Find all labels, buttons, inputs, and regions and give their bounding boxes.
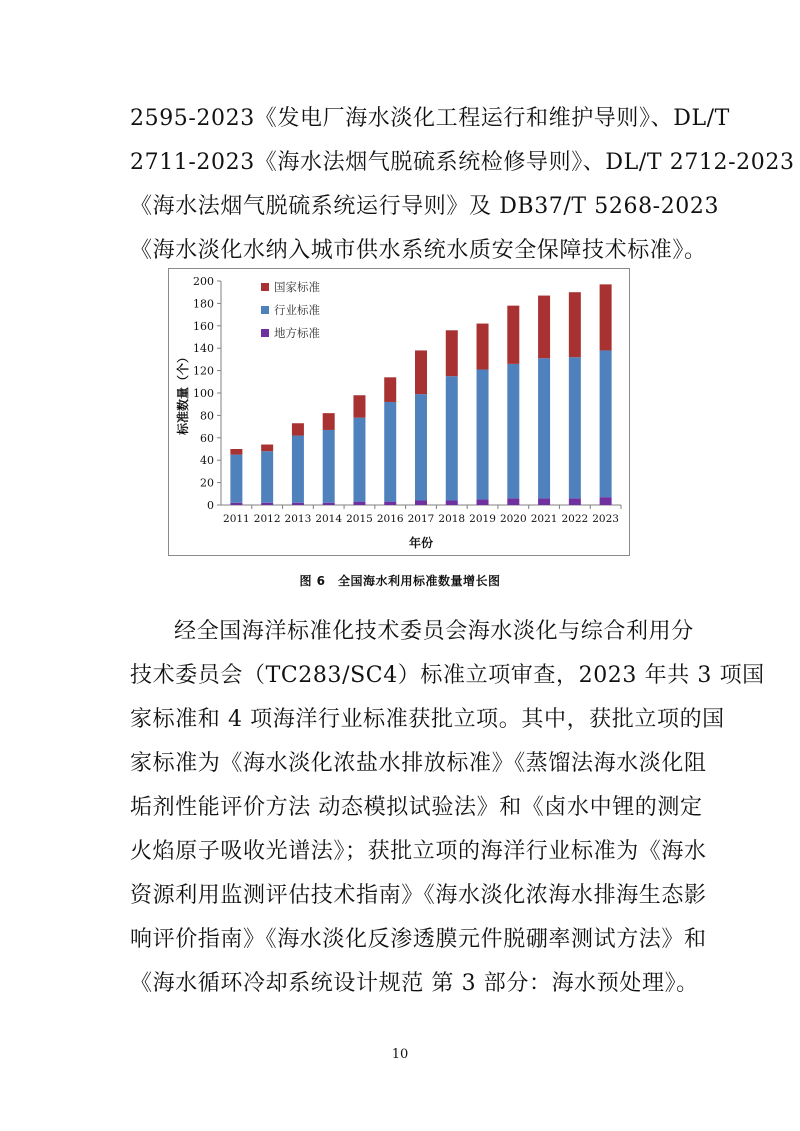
bar-2019-地方标准 [477,499,489,505]
text-line: 经全国海洋标准化技术委员会海水淡化与综合利用分 [174,619,694,644]
legend-swatch-地方标准 [261,329,269,337]
x-tick-label: 2016 [376,513,404,525]
bar-2022-国家标准 [569,292,581,357]
x-tick-label: 2023 [592,513,619,525]
y-tick-label: 80 [200,409,214,423]
bar-2015-行业标准 [353,418,365,502]
figure-caption: 图 6 全国海水利用标准数量增长图 [299,574,501,588]
bar-2014-国家标准 [323,413,335,430]
y-tick-label: 120 [193,364,214,378]
y-tick-label: 60 [200,431,214,445]
bar-2014-地方标准 [323,503,335,505]
chart-frame [168,268,630,556]
text-line: 垢剂性能评价方法 动态模拟试验法》和《卤水中锂的测定 [130,795,703,820]
bar-2017-行业标准 [415,394,427,500]
x-tick-label: 2020 [499,513,527,525]
bar-2016-行业标准 [384,402,396,502]
text-line: 家标准为《海水淡化浓盐水排放标准》《蒸馏法海水淡化阻 [130,751,707,776]
y-axis-title: 标准数量（个） [176,350,190,436]
text-line: 《海水循环冷却系统设计规范 第 3 部分：海水预处理》。 [130,971,699,996]
x-tick-label: 2014 [315,513,343,525]
text-line: 《海水法烟气脱硫系统运行导则》及 DB37/T 5268-2023 [130,194,720,219]
bar-2021-地方标准 [538,498,550,505]
bar-2023-地方标准 [600,497,612,505]
y-tick-label: 160 [193,319,214,333]
bar-2016-国家标准 [384,377,396,402]
y-tick-label: 0 [207,499,214,512]
x-tick-label: 2011 [223,513,250,525]
bar-2011-地方标准 [230,503,242,505]
text-line: 家标准和 4 项海洋行业标准获批立项。其中，获批立项的国 [130,707,725,732]
legend-swatch-国家标准 [261,283,269,291]
y-tick-label: 140 [193,342,214,356]
bar-2021-行业标准 [538,358,550,498]
text-line: 火焰原子吸收光谱法》；获批立项的海洋行业标准为《海水 [130,839,707,864]
bar-2023-行业标准 [600,350,612,497]
bar-2012-行业标准 [261,451,273,503]
x-tick-label: 2022 [561,513,589,525]
standards-growth-chart [169,269,631,557]
x-tick-label: 2021 [530,513,558,525]
x-tick-label: 2019 [469,513,496,525]
y-tick-label: 200 [193,275,214,288]
bar-2019-行业标准 [477,369,489,499]
bar-2016-地方标准 [384,502,396,505]
text-line: 2711-2023《海水法烟气脱硫系统检修导则》、DL/T 2712-2023 [130,150,795,175]
bar-2013-地方标准 [292,503,304,505]
bar-2019-国家标准 [477,324,489,370]
text-line: 《海水淡化水纳入城市供水系统水质安全保障技术标准》。 [130,238,707,263]
bar-2013-行业标准 [292,436,304,503]
bar-2012-国家标准 [261,445,273,452]
bar-2015-国家标准 [353,395,365,417]
bar-2015-地方标准 [353,502,365,505]
y-tick-label: 180 [193,297,214,311]
bar-2020-行业标准 [507,364,519,498]
y-tick-label: 40 [200,454,214,468]
legend-label-地方标准: 地方标准 [274,326,320,340]
x-tick-label: 2018 [438,513,466,525]
bar-2020-国家标准 [507,306,519,364]
bar-2020-地方标准 [507,498,519,505]
text-line: 技术委员会（TC283/SC4）标准立项审查，2023 年共 3 项国 [130,663,765,688]
page-number: 10 [391,1047,409,1062]
x-tick-label: 2012 [253,513,281,525]
text-line: 响评价指南》《海水淡化反渗透膜元件脱硼率测试方法》和 [130,927,707,952]
bar-2023-国家标准 [600,284,612,350]
legend-label-国家标准: 国家标准 [274,280,320,294]
bar-2013-国家标准 [292,423,304,435]
paragraph-top [130,97,795,273]
bar-2014-行业标准 [323,430,335,503]
legend-label-行业标准: 行业标准 [274,303,320,317]
text-line: 2595-2023《发电厂海水淡化工程运行和维护导则》、DL/T [130,106,730,131]
bar-2017-地方标准 [415,501,427,505]
x-axis-title: 年份 [408,536,434,550]
bar-2011-行业标准 [230,455,242,503]
bar-2017-国家标准 [415,350,427,394]
bar-2022-地方标准 [569,498,581,505]
bar-2018-行业标准 [446,376,458,500]
y-tick-label: 20 [200,476,214,490]
bar-2018-国家标准 [446,330,458,376]
bar-2018-地方标准 [446,501,458,505]
x-tick-label: 2017 [407,513,435,525]
y-tick-label: 100 [193,387,214,400]
bar-2022-行业标准 [569,357,581,498]
x-tick-label: 2013 [284,513,312,525]
x-tick-label: 2015 [346,513,373,525]
bar-2012-地方标准 [261,503,273,505]
bar-2021-国家标准 [538,296,550,359]
bar-2011-国家标准 [230,449,242,455]
text-line: 资源利用监测评估技术指南》《海水淡化浓海水排海生态影 [130,883,707,908]
legend-swatch-行业标准 [261,306,269,314]
paragraph-bottom [130,610,765,1006]
